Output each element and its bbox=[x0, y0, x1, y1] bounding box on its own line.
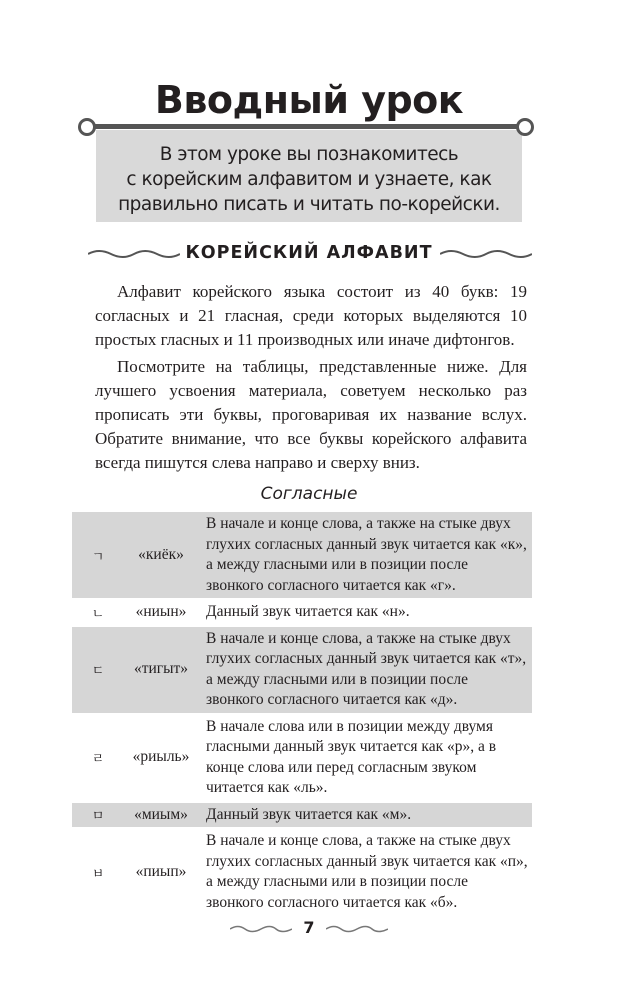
lesson-title: Вводный урок bbox=[154, 78, 464, 122]
pronunciation-note: В начале и конце слова, а также на стыке двух глухих согласных данный звук читается как «п», а между гласными или в позиции после звонкого согласного читается как «б». bbox=[206, 832, 528, 911]
letter-name: «риыль» bbox=[132, 748, 190, 766]
table-caption: Согласные bbox=[260, 484, 358, 504]
table-row bbox=[72, 626, 532, 714]
paragraph: Посмотрите на таблицы, представленные ниже. Для лучшего усвоения материала, советуем несколько раз прописать эти буквы, проговаривая их название вслух. Обратите внимание, что все буквы корейского алфавита всегда пишутся слева направо и сверху вниз. bbox=[95, 357, 527, 472]
letter-name: «пиып» bbox=[135, 862, 187, 880]
consonants-table bbox=[72, 512, 532, 917]
pronunciation-note: В начале и конце слова, а также на стыке двух глухих согласных данный звук читается как «т», а между гласными или в позиции после звонкого согласного читается как «д». bbox=[206, 629, 527, 708]
table-row bbox=[72, 802, 532, 829]
letter-name: «миым» bbox=[134, 805, 188, 823]
letter-name: «киёк» bbox=[138, 545, 184, 563]
intro-line: с корейским алфавитом и узнаете, как bbox=[126, 169, 492, 190]
letter-name: «тигыт» bbox=[133, 660, 189, 678]
ring-icon bbox=[516, 118, 534, 136]
pronunciation-note: В начале слова или в позиции между двумя гласными данный звук читается как «р», а в конце слова или перед согласным звуком читается как «ль». bbox=[206, 717, 497, 796]
pronunciation-note: В начале и конце слова, а также на стыке двух глухих согласных данный звук читается как «к», а между гласными или в позиции после звонкого согласного читается как «г». bbox=[206, 515, 527, 594]
table-row bbox=[72, 828, 532, 916]
intro-text bbox=[96, 142, 522, 217]
table-row bbox=[72, 599, 532, 626]
pronunciation-note: Данный звук читается как «м». bbox=[206, 805, 412, 823]
korean-letter: ㄱ bbox=[91, 549, 105, 565]
page-number: 7 bbox=[303, 918, 315, 937]
korean-letter: ㅂ bbox=[91, 866, 105, 882]
korean-letter: ㄷ bbox=[91, 664, 105, 679]
intro-line: правильно писать и читать по-корейски. bbox=[118, 194, 500, 215]
ring-icon bbox=[78, 118, 96, 136]
section-heading: КОРЕЙСКИЙ АЛФАВИТ bbox=[185, 243, 433, 263]
korean-letter: ㅁ bbox=[91, 809, 105, 825]
korean-letter: ㄹ bbox=[91, 752, 105, 767]
intro-line: В этом уроке вы познакомитесь bbox=[159, 144, 459, 165]
korean-letter: ㄴ bbox=[91, 606, 105, 622]
wave-ornament-icon bbox=[440, 248, 532, 260]
table-row bbox=[72, 512, 532, 599]
banner-rod bbox=[88, 124, 524, 129]
paragraph: Алфавит корейского языка состоит из 40 букв: 19 согласных и 21 гласная, среди которых выделяются 10 простых гласных и 11 производных или иначе дифтонгов. bbox=[95, 282, 527, 349]
table-row bbox=[72, 714, 532, 802]
pronunciation-note: Данный звук читается как «н». bbox=[206, 603, 410, 620]
wave-ornament-icon bbox=[326, 924, 388, 934]
letter-name: «ниын» bbox=[135, 603, 187, 620]
